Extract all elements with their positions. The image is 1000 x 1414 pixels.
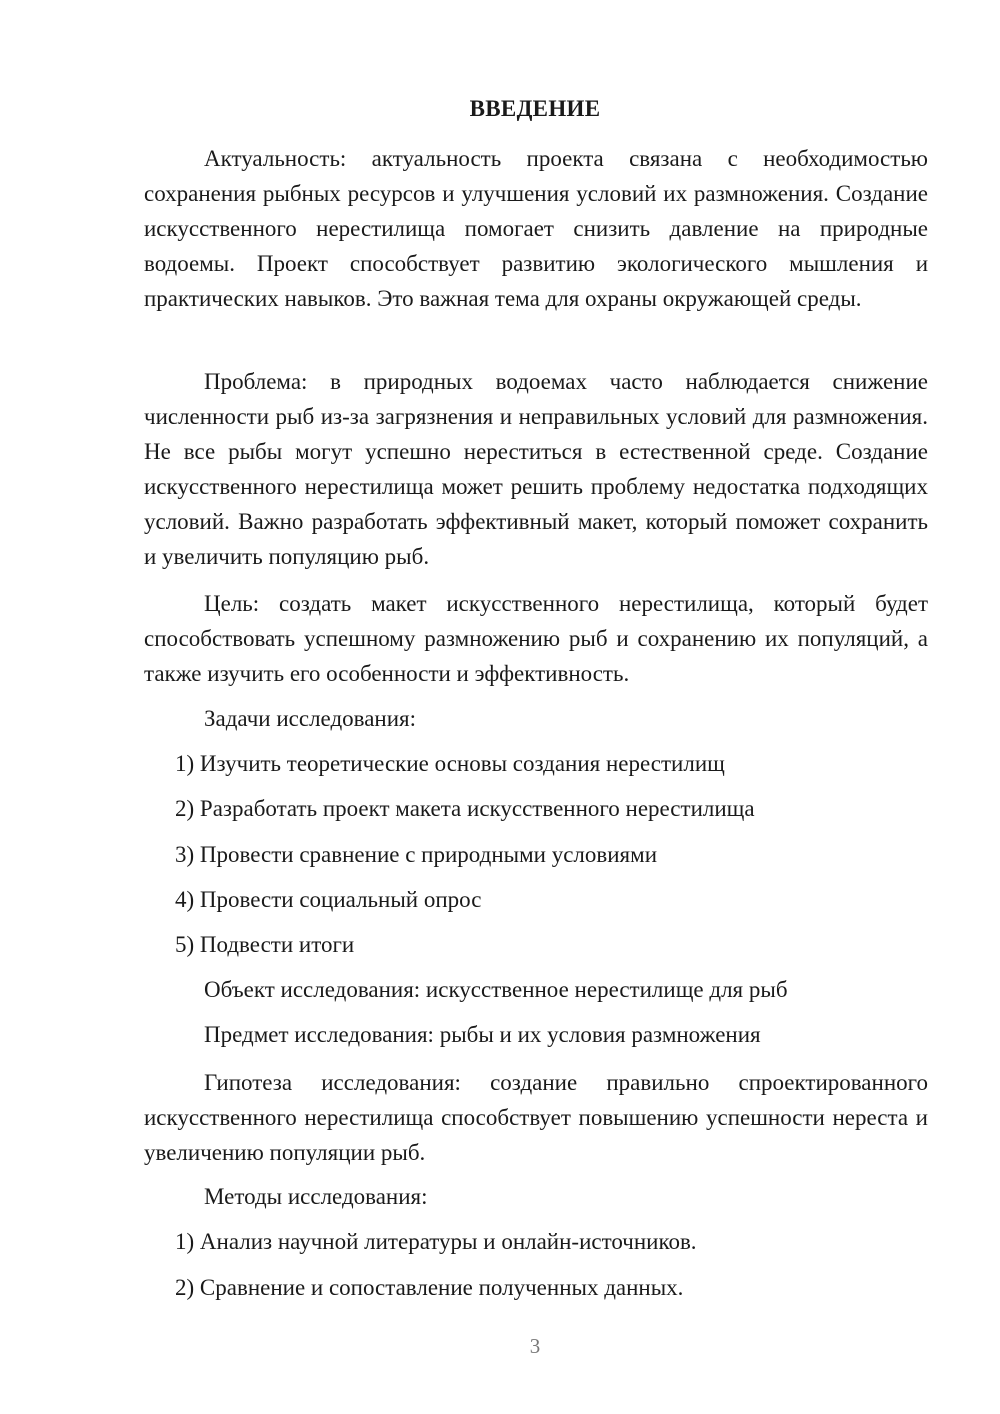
- research-subject: Предмет исследования: рыбы и их условия размножения: [204, 1022, 761, 1047]
- page-title: ВВЕДЕНИЕ: [469, 96, 601, 121]
- list-item: 2) Сравнение и сопоставление полученных данных.: [175, 1275, 684, 1300]
- page-number: 3: [529, 1334, 541, 1358]
- paragraph-relevance: Актуальность: актуальность проекта связана с необходимостью сохранения рыбных ресурсов и улучшения условий их размножения. Создание искусственного нерестилища помогает снизить давление на природные водоемы. Проект способствует развитию экологического мышления и практических навыков. Это важная тема для охраны окружающей среды.: [144, 146, 928, 311]
- list-item: 2) Разработать проект макета искусственного нерестилища: [175, 796, 755, 821]
- methods-heading: Методы исследования:: [204, 1184, 428, 1209]
- tasks-heading: Задачи исследования:: [204, 706, 417, 731]
- list-item: 1) Анализ научной литературы и онлайн-источников.: [175, 1229, 697, 1254]
- list-item: 3) Провести сравнение с природными условиями: [175, 842, 658, 867]
- paragraph-problem: Проблема: в природных водоемах часто наблюдается снижение численности рыб из-за загрязнения и неправильных условий для размножения. Не все рыбы могут успешно нереститься в естественной среде. Создание искусственного нерестилища может решить проблему недостатка подходящих условий. Важно разработать эффективный макет, который поможет сохранить и увеличить популяцию рыб.: [144, 369, 928, 569]
- list-item: 4) Провести социальный опрос: [175, 887, 482, 912]
- list-item: 5) Подвести итоги: [175, 932, 355, 957]
- paragraph-hypothesis: Гипотеза исследования: создание правильно спроектированного искусственного нерестилища способствует повышению успешности нереста и увеличению популяции рыб.: [144, 1070, 928, 1165]
- list-item: 1) Изучить теоретические основы создания нерестилищ: [175, 751, 725, 776]
- research-object: Объект исследования: искусственное нерестилище для рыб: [204, 977, 788, 1002]
- paragraph-goal: Цель: создать макет искусственного нерестилища, который будет способствовать успешному размножению рыб и сохранению их популяций, а также изучить его особенности и эффективность.: [144, 591, 928, 686]
